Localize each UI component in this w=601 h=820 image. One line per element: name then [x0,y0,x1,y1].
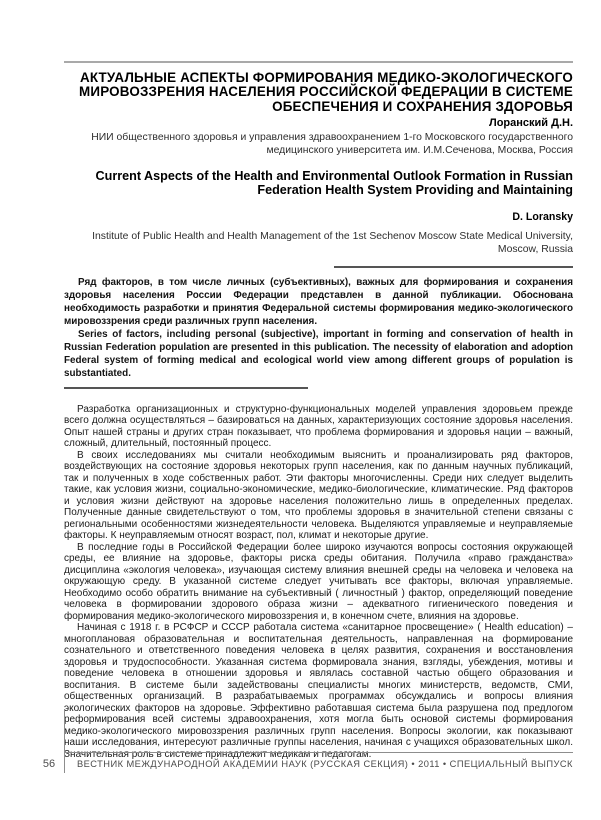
article-body [64,404,573,761]
article-author-en: D. Loransky [512,211,573,224]
journal-footer-text: ВЕСТНИК МЕЖДУНАРОДНОЙ АКАДЕМИИ НАУК (РУССКАЯ СЕКЦИЯ) • 2011 • СПЕЦИАЛЬНЫЙ ВЫПУСК [77,759,573,769]
article-title-ru: АКТУАЛЬНЫЕ АСПЕКТЫ ФОРМИРОВАНИЯ МЕДИКО-ЭКОЛОГИЧЕСКОГО МИРОВОЗЗРЕНИЯ НАСЕЛЕНИЯ РОССИЙСКОЙ ФЕДЕРАЦИИ В СИСТЕМЕ ОБЕСПЕЧЕНИЯ И СОХРАНЕНИЯ ЗДОРОВЬЯ [79,70,573,114]
abstract-divider-bottom [64,387,308,389]
footer-vertical-rule [64,709,65,773]
abstract-en: Series of factors, including personal (subjective), important in forming and conservation of health in Russian Federation population are presented in this publication. The necessity of elaboration and adoption Federal system of forming medical and ecological world view among different groups of population is substantiated. [64,329,573,379]
article-author-ru: Лоранский Д.Н. [488,117,573,130]
body-paragraph: В последние годы в Российской Федерации более широко изучаются вопросы состояния окружающей среды, ее влияние на здоровье, факторы риска среды обитания. Получила «право гражданства» дисциплина «экология человека», изучающая систему влияния внешней среды на человека и человека на окружающую среду. В указанной системе следует учитывать все факторы, включая управляемые. Необходимо особо обратить внимание на субъективный ( личностный ) фактор, определяющий поведение человека в формировании здорового образа жизни – адекватного гигиенического поведения и формирования медико-экологического мировоззрения и, в конечном счете, влияния на здоровье. [64,541,573,622]
abstract-ru: Ряд факторов, в том числе личных (субъективных), важных для формирования и сохранения здоровья населения России Федерации представлен в данной публикации. Обоснована необходимость разработки и принятия Федеральной системы формирования медико-экологического мировоззрения среди различных групп населения. [64,277,573,328]
page-number: 56 [42,758,56,770]
abstract-divider-top [334,266,573,268]
article-affiliation-ru: НИИ общественного здоровья и управления здравоохранением 1-го Московского государственного медицинского университета им. И.М.Сеченова, Москва, Россия [91,132,573,157]
body-paragraph: Разработка организационных и структурно-функциональных моделей управления здоровьем прежде всего должна осуществляться – базироваться на данных, характеризующих состояние здоровья населения. Опыт нашей страны и других стран показывает, что проблема формирования и здоровья нации – важный, сложный, длительный, постоянный процесс. [64,403,573,450]
top-divider-rule [64,61,573,63]
footer-divider-rule [64,752,573,753]
article-title-en: Current Aspects of the Health and Environmental Outlook Formation in Russian Federation Health System Providing and Maintaining [95,169,573,197]
article-affiliation-en: Institute of Public Health and Health Management of the 1st Sechenov Moscow State Medical University, Moscow, Russia [92,231,573,256]
body-paragraph: В своих исследованиях мы считали необходимым выяснить и проанализировать ряд факторов, воздействующих на состояние здоровья некоторых групп населения, как по данным научных публикаций, так и полученных в ходе собственных работ. Эти факторы многочисленны. Среди них следует выделить такие, как условия жизни, социально-экономические, медико-биологические, климатические. Ряд факторов и условия жизни действуют на здоровье населения положительно лишь в определенных пределах. Полученные данные свидетельствуют о том, что проблемы здоровья в значительной степени связаны с региональными особенностями жизнедеятельности человека. Выделяются управляемые и неуправляемые факторы. К неуправляемым относят возраст, пол, климат и некоторые другие. [64,449,573,542]
body-paragraph: Начиная с 1918 г. в РСФСР и СССР работала система «санитарное просвещение» ( Health education) – многоплановая образовательная и воспитательная деятельность, направленная на формирование сознательного и ответственного поведения человека в целях развития, сохранения и восстановления здоровья и трудоспособности. Указанная система формировала знания, взгляды, убеждения, мотивы и поведение человека в отношении здоровья и являлась составной частью общего образования и воспитания. В системе были задействованы специалисты многих министерств, ведомств, СМИ, общественных организаций. В разрабатываемых программах обсуждались и вопросы влияния экологических факторов на здоровье. Эффективно работавшая система была разрушена под предлогом реформирования всей системы здравоохранения, хотя могла быть основой системы формирования медико-экологического мировоззрения различных групп населения. Вопросы экологии, как показывают наши исследования, интересуют различные группы населения, начиная с учащихся образовательных школ. Значительная роль в системе принадлежит медикам и педагогам. [64,622,573,760]
article-header [64,71,573,256]
page-content [64,0,573,760]
abstract-section [64,277,573,380]
